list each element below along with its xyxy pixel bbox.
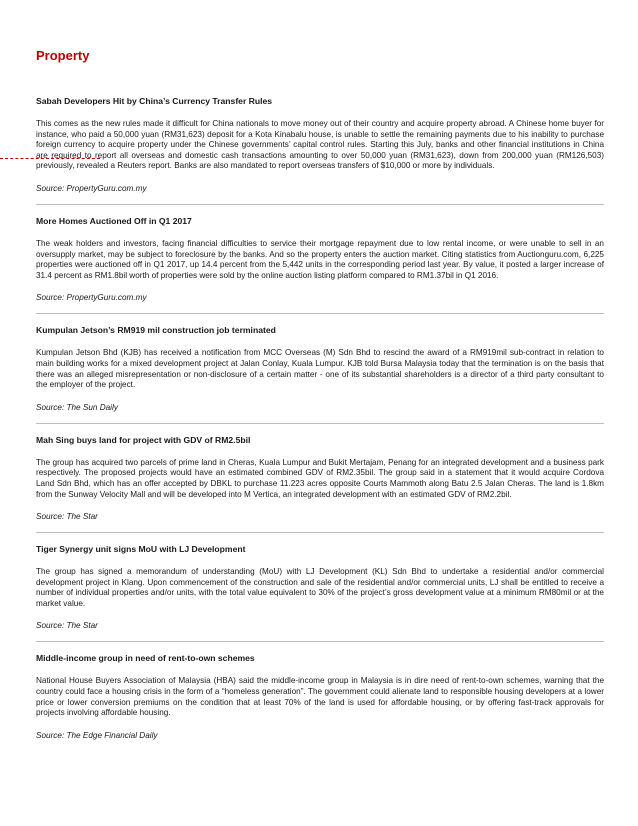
article-source: Source: The Sun Daily	[36, 402, 118, 412]
article-divider	[36, 423, 604, 424]
article-body: Kumpulan Jetson Bhd (KJB) has received a notification from MCC Overseas (M) Sdn Bhd to rescind the award of a RM919mil sub-contract in relation to main building works for a mixed development project at Jalan Conlay, Kuala Lumpur. KJB told Bursa Malaysia today that the termination is on the basis that there was an alleged misrepresentation or non-disclosure of a certain matter - one of its substantial shareholders is a director of a third party consultant to the employer of the project.	[36, 348, 604, 390]
article-body: This comes as the new rules made it difficult for China nationals to move money out of their country and acquire property abroad. A Chinese home buyer for instance, who paid a 50,000 yuan (RM31,623) deposit for a Kota Kinabalu house, is unable to settle the remaining payments due to his inability to purchase foreign currency to acquire property under the Chinese governments’ capital control rules. Starting this July, banks and other financial institutions in China are required to report all overseas and domestic cash transactions amounting to over 50,000 yuan (RM31,623), down from 200,000 yuan (RM126,503) previously, revealed a Reuters report. Banks are also mandated to report overseas transfers of $10,000 or more by individuals.	[36, 119, 604, 171]
article-divider	[36, 532, 604, 533]
article-divider	[36, 313, 604, 314]
article-rent-to-own	[36, 653, 604, 740]
article-source: Source: The Star	[36, 621, 98, 631]
article-tiger-synergy	[36, 544, 604, 631]
article-source: Source: The Edge Financial Daily	[36, 730, 158, 740]
article-source: Source: PropertyGuru.com.my	[36, 183, 147, 193]
article-sabah-developers	[36, 96, 604, 194]
article-headline: Sabah Developers Hit by China’s Currency Transfer Rules	[36, 96, 273, 106]
article-body: The group has acquired two parcels of prime land in Cheras, Kuala Lumpur and Bukit Mertajam, Penang for an integrated development and a business park respectively. The proposed projects would have an estimated combined GDV of RM2.35bil. The group said in a statement that it would acquire Cordova Land Sdn Bhd, which has an offer accepted by DBKL to purchase 11.223 acres opposite Courts Mammoth along Batu 2.5 Jalan Cheras. The land is 1.8km from the Sunway Velocity Mall and will be developed into M Vertica, an integrated development with an estimated GDV of RM2.2bil.	[36, 457, 604, 499]
article-source: Source: PropertyGuru.com.my	[36, 293, 147, 303]
article-divider	[36, 204, 604, 205]
article-headline: Middle-income group in need of rent-to-own schemes	[36, 653, 255, 664]
article-headline: Kumpulan Jetson’s RM919 mil construction job terminated	[36, 325, 276, 336]
section-title: Property	[36, 48, 90, 63]
article-list	[36, 96, 604, 741]
article-headline: More Homes Auctioned Off in Q1 2017	[36, 215, 192, 226]
article-body: The weak holders and investors, facing financial difficulties to service their mortgage repayment due to low rental income, or were unable to sell in an oversupply market, may be subject to foreclosure by the banks. And so the property enters the auction market. Citing statistics from Auctionguru.com, 6,225 properties were auctioned off in Q1 2017, up 14.4 percent from the 5,442 units in the corresponding period last year. By value, it posted a larger increase of 31.4 percent as RM1.8bil worth of properties were sold by the online auction listing platform compared to RM1.37bil in Q1 2016.	[36, 238, 604, 280]
article-kumpulan-jetson	[36, 325, 604, 412]
article-mah-sing	[36, 435, 604, 522]
article-headline: Tiger Synergy unit signs MoU with LJ Development	[36, 544, 246, 555]
article-body: National House Buyers Association of Malaysia (HBA) said the middle-income group in Malaysia is in dire need of rent-to-own schemes, warning that the country could face a housing crisis in the form of a “homeless generation”. The government could alienate land to responsible housing developers at a lower price or lower conversion premiums on the condition that at least 70% of the land is used for affordable housing, or by offering fast-track approvals for projects involving affordable housing.	[36, 676, 604, 718]
article-source: Source: The Star	[36, 512, 98, 522]
article-headline: Mah Sing buys land for project with GDV of RM2.5bil	[36, 434, 251, 445]
article-divider	[36, 641, 604, 642]
article-homes-auctioned	[36, 216, 604, 303]
article-body: The group has signed a memorandum of understanding (MoU) with LJ Development (KL) Sdn Bhd to undertake a residential and/or commercial development project in Klang. Upon commencement of the construction and sale of the residential and/or commercial units, LJ shall be entitled to receive a number of individual properties and/or units, with the total value equivalent to 30% of the project’s gross development value at a minimum RM80mil or at the market value.	[36, 567, 604, 608]
